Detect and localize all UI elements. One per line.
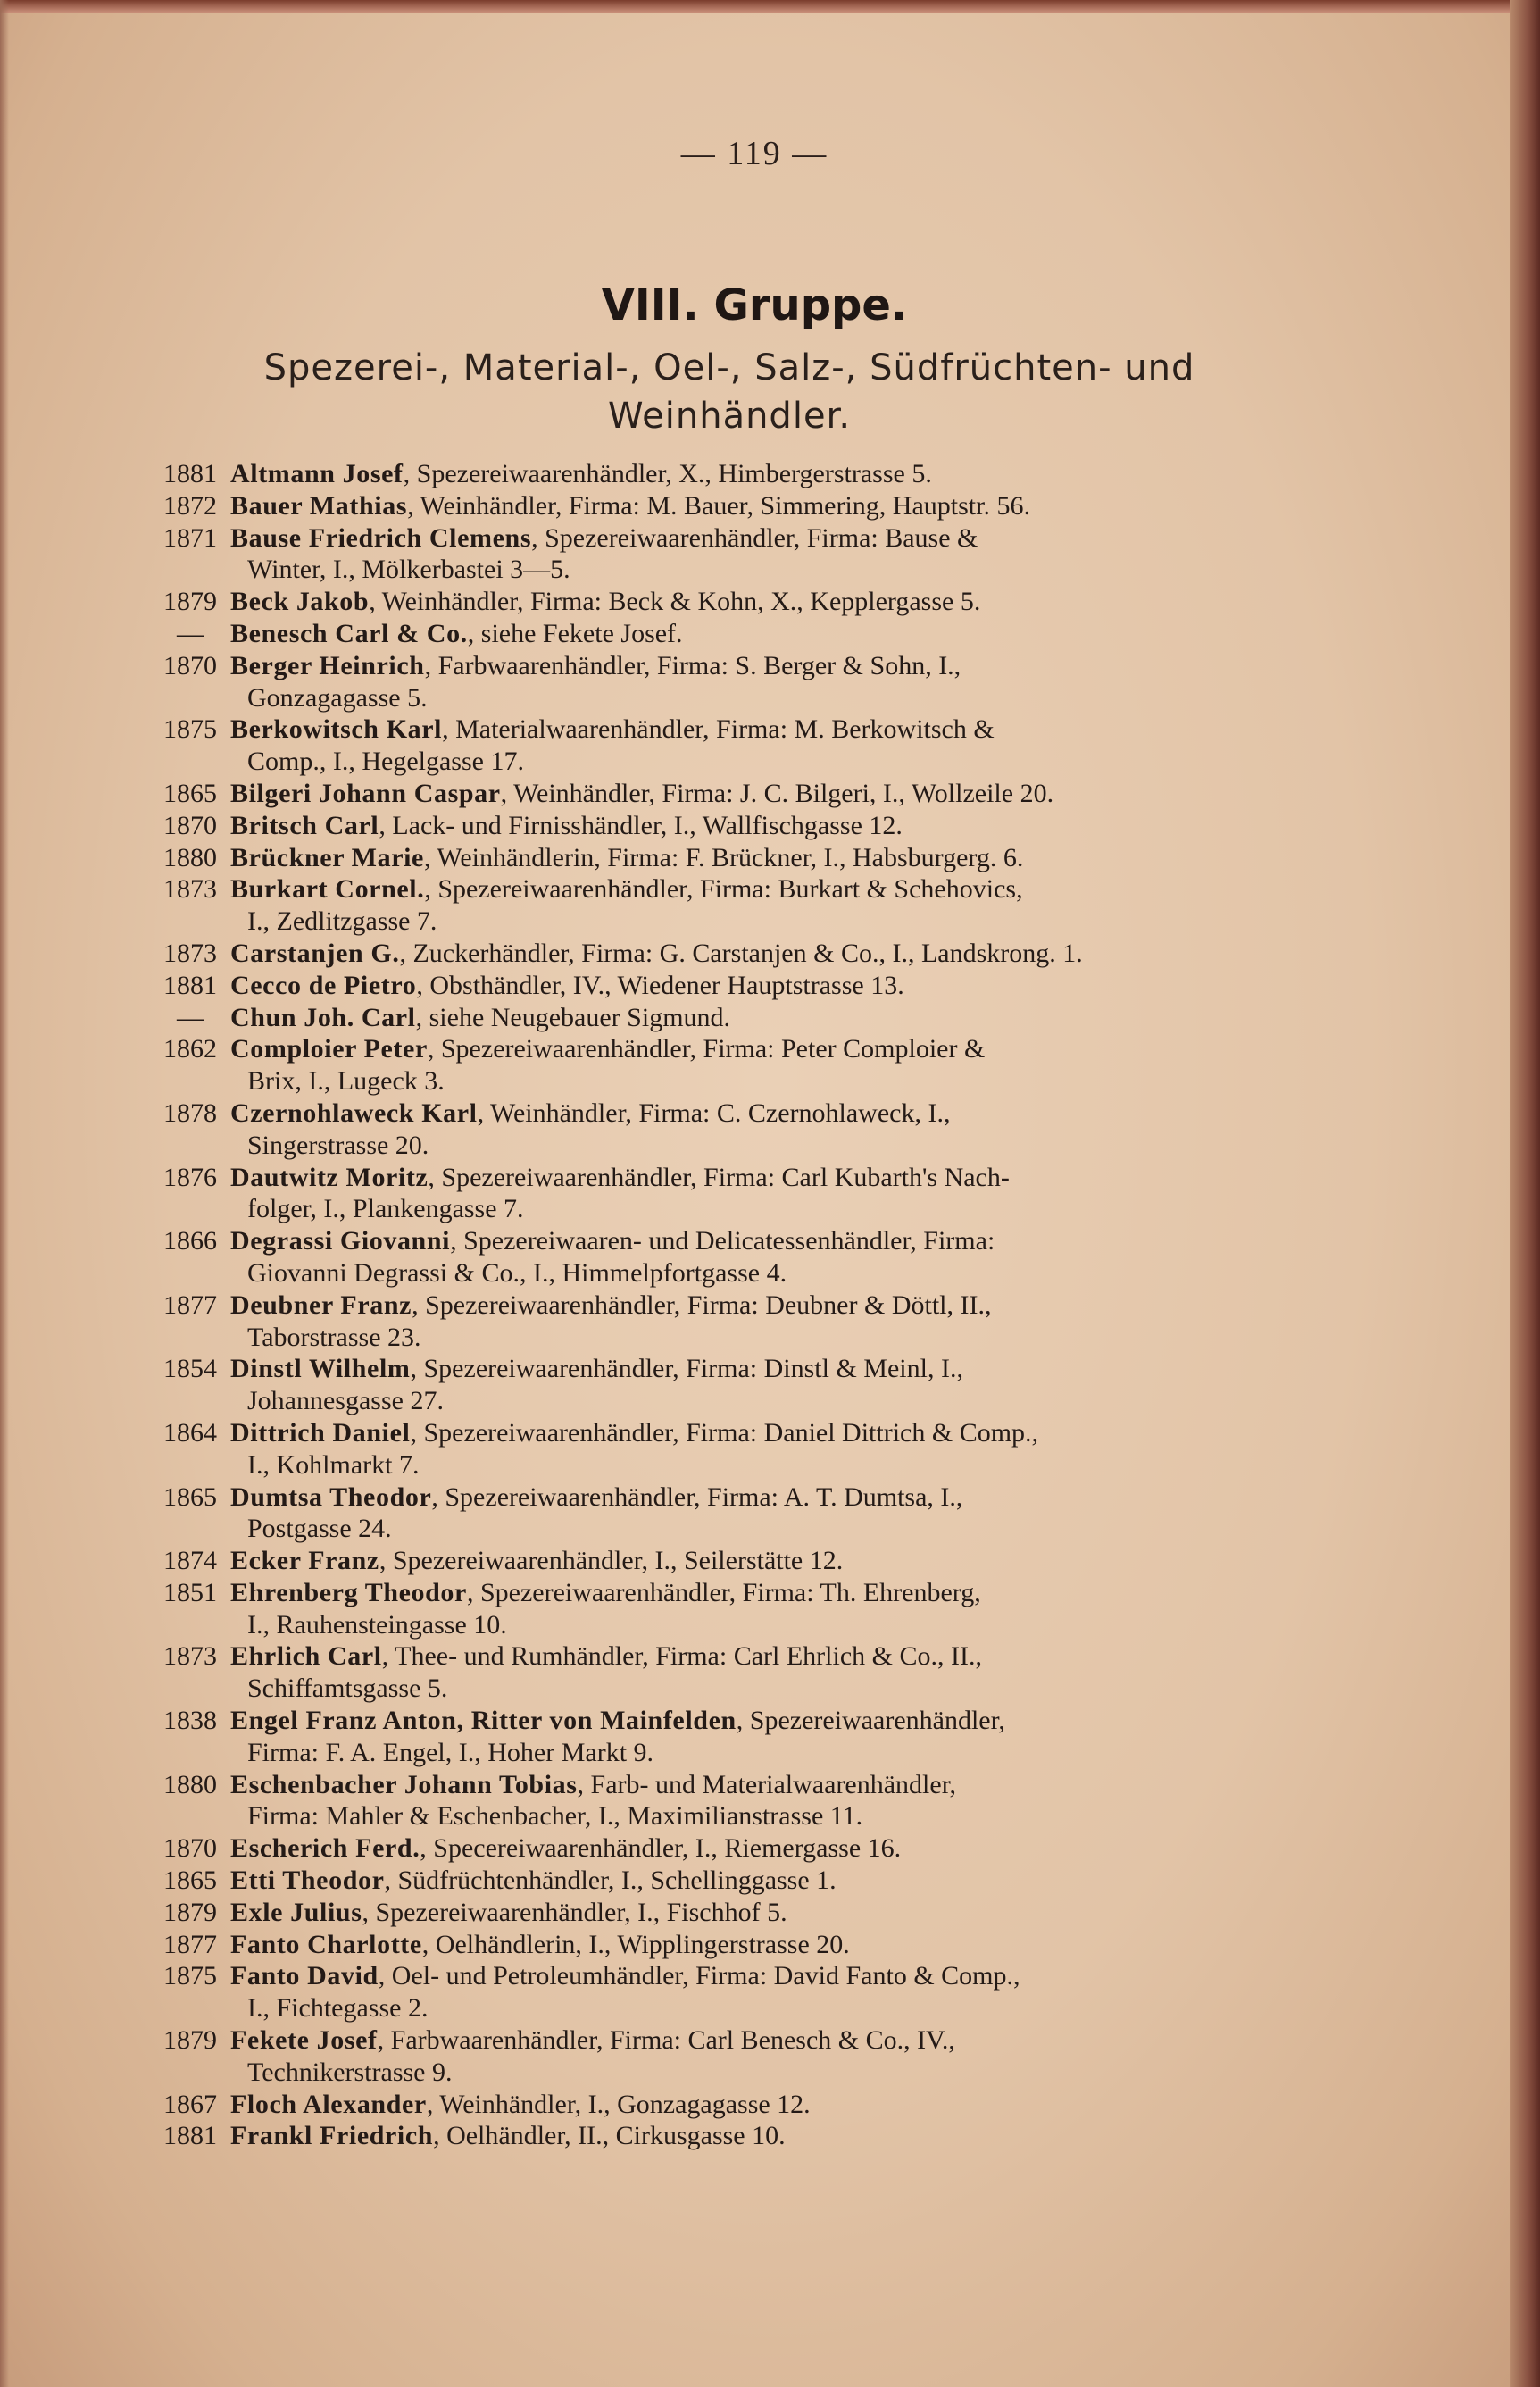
- entry-year: 1879: [163, 587, 217, 617]
- entry-continuation: Comp., I., Hegelgasse 17.: [247, 747, 524, 777]
- entry-text: [230, 1225, 1311, 1257]
- entry-continuation: Gonzagagasse 5.: [247, 682, 428, 713]
- entry-name: Eschenbacher Johann Tobias: [230, 1769, 578, 1799]
- entry-name: Comploier Peter: [230, 1034, 428, 1064]
- entry-text: [230, 1289, 1311, 1322]
- entry-year: 1864: [163, 1417, 217, 1448]
- entry-name: Ecker Franz: [230, 1546, 379, 1576]
- entry-year: 1870: [163, 810, 217, 840]
- entry-continuation: Taborstrasse 23.: [247, 1322, 421, 1352]
- entry-year: 1872: [163, 490, 217, 521]
- entry-continuation: Singerstrasse 20.: [247, 1130, 429, 1160]
- entry-year: 1879: [163, 1897, 217, 1927]
- entry-details: , Spezereiwaarenhändler, Firma: Peter Comploier &: [427, 1034, 986, 1064]
- list-item: [150, 1289, 1311, 1322]
- entry-details: , Spezereiwaarenhändler, I., Fischhof 5.: [362, 1897, 787, 1927]
- entry-details: , Obsthändler, IV., Wiedener Hauptstrasse 13.: [416, 970, 904, 1000]
- entry-year: 1865: [163, 1865, 217, 1896]
- entry-details: , Weinhändler, Firma: C. Czernohlaweck, I.,: [477, 1098, 951, 1128]
- entry-continuation: Technikerstrasse 9.: [247, 2057, 453, 2087]
- entry-name: Berger Heinrich: [230, 650, 425, 680]
- entry-name: Czernohlaweck Karl: [230, 1098, 478, 1128]
- entry-name: Floch Alexander: [230, 2089, 427, 2119]
- entry-name: Escherich Ferd.: [230, 1833, 420, 1864]
- entry-text: [230, 1705, 1311, 1737]
- entry-name: Fanto Charlotte: [230, 1929, 422, 1959]
- list-item: [150, 1033, 1311, 1065]
- list-item: [150, 970, 1311, 1002]
- entry-continuation: Postgasse 24.: [247, 1514, 392, 1544]
- entry-year: 1870: [163, 650, 217, 680]
- list-item: [150, 938, 1311, 970]
- entry-name: Brückner Marie: [230, 842, 424, 872]
- entry-text: [230, 1929, 1311, 1961]
- entry-year: 1879: [163, 2025, 217, 2056]
- list-item: [150, 1769, 1311, 1801]
- entry-text: [230, 1481, 1311, 1514]
- entry-year: 1867: [163, 2089, 217, 2119]
- list-item: [150, 714, 1311, 746]
- list-item: [150, 2024, 1311, 2057]
- book-spine-edge: [1510, 0, 1540, 2387]
- entry-continuation: Firma: Mahler & Eschenbacher, I., Maximilianstrasse 11.: [247, 1801, 863, 1832]
- entry-name: Dittrich Daniel: [230, 1417, 411, 1448]
- entry-name: Britsch Carl: [230, 810, 379, 840]
- group-subtitle: Spezerei-, Material-, Oel-, Salz-, Südfrüchten- und Weinhändler.: [263, 347, 1195, 437]
- list-item: [150, 1353, 1311, 1385]
- entry-year: 1881: [163, 459, 217, 488]
- entry-year: 1866: [163, 1226, 217, 1256]
- entry-details: , Thee- und Rumhändler, Firma: Carl Ehrlich & Co., II.,: [381, 1641, 982, 1672]
- list-item: [150, 842, 1311, 874]
- entry-year: 1878: [163, 1098, 217, 1128]
- entry-name: Benesch Carl & Co.: [230, 618, 468, 648]
- entry-details: , Oelhändler, II., Cirkusgasse 10.: [433, 2121, 786, 2151]
- entry-continuation: I., Zedlitzgasse 7.: [247, 906, 437, 937]
- entry-text: [230, 1033, 1311, 1065]
- list-item: [150, 778, 1311, 810]
- entry-details: , Weinhändler, Firma: Beck & Kohn, X., Kepplergasse 5.: [369, 587, 981, 617]
- entry-details: , siehe Fekete Josef.: [467, 618, 683, 648]
- entry-details: , Farb- und Materialwaarenhändler,: [577, 1769, 956, 1799]
- entry-details: , Weinhändlerin, Firma: F. Brückner, I., Habsburgerg. 6.: [423, 842, 1024, 872]
- entry-text: [230, 1098, 1311, 1130]
- list-item: [150, 2089, 1311, 2121]
- entry-details: , Spezereiwaarenhändler, Firma: Dinstl & Meinl, I.,: [410, 1354, 963, 1384]
- entry-text: [230, 1769, 1311, 1801]
- entry-text: [230, 2120, 1311, 2152]
- entry-year: 1881: [163, 970, 217, 1000]
- list-item: [150, 1162, 1311, 1194]
- entry-continuation: Firma: F. A. Engel, I., Hoher Markt 9.: [247, 1737, 654, 1767]
- entry-name: Dinstl Wilhelm: [230, 1354, 411, 1384]
- entry-year: 1865: [163, 778, 217, 808]
- entry-continuation: Schiffamtsgasse 5.: [247, 1673, 448, 1704]
- entry-name: Fanto David: [230, 1961, 379, 1991]
- entry-details: , Spezereiwaarenhändler,: [736, 1706, 1005, 1736]
- entry-details: , Spezereiwaaren- und Delicatessenhändler, Firma:: [450, 1226, 995, 1256]
- entry-text: [230, 2024, 1311, 2057]
- entry-details: , Spezereiwaarenhändler, Firma: Daniel Dittrich & Comp.,: [410, 1417, 1039, 1448]
- list-item: [150, 458, 1311, 490]
- entry-text: [230, 842, 1311, 874]
- entry-details: , Materialwaarenhändler, Firma: M. Berkowitsch &: [442, 714, 995, 745]
- page-left-edge: [0, 0, 9, 2387]
- entry-details: , Farbwaarenhändler, Firma: Carl Benesch & Co., IV.,: [377, 2025, 955, 2056]
- entry-text: [230, 810, 1311, 842]
- entry-text: [230, 458, 1311, 490]
- entry-name: Dumtsa Theodor: [230, 1481, 432, 1512]
- entry-text: [230, 618, 1311, 650]
- entry-name: Bause Friedrich Clemens: [230, 522, 532, 553]
- entry-year: 1871: [163, 522, 217, 553]
- entry-name: Carstanjen G.: [230, 938, 400, 968]
- entry-continuation: Giovanni Degrassi & Co., I., Himmelpfortgasse 4.: [247, 1257, 787, 1288]
- entry-details: , Specereiwaarenhändler, I., Riemergasse 16.: [420, 1833, 902, 1864]
- entry-continuation: folger, I., Plankengasse 7.: [247, 1194, 524, 1224]
- group-title: VIII. Gruppe.: [601, 280, 908, 330]
- entry-text: [230, 2089, 1311, 2121]
- entry-details: , Spezereiwaarenhändler, I., Seilerstätte 12.: [379, 1546, 844, 1576]
- entry-text: [230, 778, 1311, 810]
- list-item: [150, 1960, 1311, 1992]
- entry-name: Deubner Franz: [230, 1289, 412, 1320]
- entry-year: 1880: [163, 1769, 217, 1799]
- entry-text: [230, 1417, 1311, 1449]
- entry-details: , Farbwaarenhändler, Firma: S. Berger & Sohn, I.,: [424, 650, 961, 680]
- list-item: [150, 810, 1311, 842]
- list-item: [150, 1640, 1311, 1673]
- entry-text: [230, 1832, 1311, 1865]
- entry-continuation: Brix, I., Lugeck 3.: [247, 1066, 445, 1097]
- entry-continuation: I., Kohlmarkt 7.: [247, 1449, 420, 1480]
- list-item: [150, 1832, 1311, 1865]
- entry-year: 1877: [163, 1929, 217, 1959]
- entry-year: 1876: [163, 1162, 217, 1192]
- list-item: [150, 873, 1311, 906]
- entry-text: [230, 1960, 1311, 1992]
- entry-details: , Spezereiwaarenhändler, Firma: Burkart & Schehovics,: [424, 874, 1023, 905]
- entry-name: Fekete Josef: [230, 2025, 378, 2056]
- entry-year: 1851: [163, 1577, 217, 1607]
- entry-text: [230, 873, 1311, 906]
- entry-name: Cecco de Pietro: [230, 970, 417, 1000]
- entry-name: Chun Joh. Carl: [230, 1002, 416, 1032]
- entry-year: 1877: [163, 1289, 217, 1320]
- entry-year: 1881: [163, 2121, 217, 2151]
- entry-details: , Weinhändler, Firma: J. C. Bilgeri, I., Wollzeile 20.: [500, 778, 1054, 808]
- page-top-edge: [0, 0, 1540, 13]
- entry-year: 1870: [163, 1833, 217, 1864]
- entry-name: Burkart Cornel.: [230, 874, 425, 905]
- list-item: [150, 1865, 1311, 1897]
- entry-details: , Oel- und Petroleumhändler, Firma: David Fanto & Comp.,: [378, 1961, 1020, 1991]
- entry-year: 1875: [163, 714, 217, 745]
- entry-text: [230, 1545, 1311, 1577]
- entry-year: 1838: [163, 1706, 217, 1736]
- list-item: [150, 1705, 1311, 1737]
- entry-text: [230, 1353, 1311, 1385]
- entry-text: [230, 1002, 1311, 1034]
- entry-details: , Weinhändler, I., Gonzagagasse 12.: [426, 2089, 811, 2119]
- entry-text: [230, 714, 1311, 746]
- list-item: [150, 1098, 1311, 1130]
- entry-details: , siehe Neugebauer Sigmund.: [415, 1002, 731, 1032]
- entry-name: Ehrenberg Theodor: [230, 1577, 467, 1607]
- list-item: [150, 1897, 1311, 1929]
- list-item: [150, 1481, 1311, 1514]
- entry-text: [230, 1640, 1311, 1673]
- entry-year: 1854: [163, 1354, 217, 1384]
- entry-name: Dautwitz Moritz: [230, 1162, 429, 1192]
- entry-year: —: [177, 618, 204, 648]
- entry-name: Bauer Mathias: [230, 490, 408, 521]
- entry-continuation: I., Fichtegasse 2.: [247, 1993, 429, 2024]
- entry-text: [230, 1162, 1311, 1194]
- entry-details: , Südfrüchtenhändler, I., Schellinggasse 1.: [384, 1865, 837, 1896]
- list-item: [150, 2120, 1311, 2152]
- entry-continuation: I., Rauhensteingasse 10.: [247, 1609, 507, 1640]
- entry-text: [230, 938, 1311, 970]
- entry-year: 1875: [163, 1961, 217, 1991]
- entry-text: [230, 586, 1311, 618]
- entry-year: 1873: [163, 874, 217, 905]
- page-number: — 119 —: [680, 135, 828, 172]
- entry-name: Altmann Josef: [230, 459, 404, 488]
- entry-text: [230, 1897, 1311, 1929]
- list-item: [150, 1577, 1311, 1609]
- entry-text: [230, 1865, 1311, 1897]
- entry-list: [150, 458, 1311, 2152]
- entry-name: Beck Jakob: [230, 587, 370, 617]
- entry-details: , Zuckerhändler, Firma: G. Carstanjen & Co., I., Landskrong. 1.: [399, 938, 1083, 968]
- entry-details: , Spezereiwaarenhändler, Firma: Bause &: [531, 522, 978, 553]
- entry-details: , Spezereiwaarenhändler, Firma: Carl Kubarth's Nach-: [428, 1162, 1010, 1192]
- entry-text: [230, 650, 1311, 682]
- entry-details: , Lack- und Firnisshändler, I., Wallfischgasse 12.: [379, 810, 903, 840]
- list-item: [150, 522, 1311, 555]
- entry-name: Ehrlich Carl: [230, 1641, 382, 1672]
- list-item: [150, 1929, 1311, 1961]
- entry-name: Bilgeri Johann Caspar: [230, 778, 501, 808]
- list-item: [150, 1002, 1311, 1034]
- entry-year: 1862: [163, 1034, 217, 1064]
- entry-text: [230, 970, 1311, 1002]
- list-item: [150, 586, 1311, 618]
- entry-text: [230, 522, 1311, 555]
- list-item: [150, 1225, 1311, 1257]
- entry-continuation: Johannesgasse 27.: [247, 1386, 444, 1416]
- entry-year: 1865: [163, 1481, 217, 1512]
- entry-details: , Spezereiwaarenhändler, Firma: Th. Ehrenberg,: [466, 1577, 981, 1607]
- entry-details: , Spezereiwaarenhändler, Firma: A. T. Dumtsa, I.,: [431, 1481, 963, 1512]
- entry-name: Etti Theodor: [230, 1865, 385, 1896]
- entry-year: 1880: [163, 842, 217, 872]
- entry-year: 1873: [163, 1641, 217, 1672]
- entry-details: , Oelhändlerin, I., Wipplingerstrasse 20.: [421, 1929, 850, 1959]
- entry-continuation: Winter, I., Mölkerbastei 3—5.: [247, 555, 570, 585]
- entry-details: , Spezereiwaarenhändler, Firma: Deubner & Döttl, II.,: [412, 1289, 992, 1320]
- entry-name: Berkowitsch Karl: [230, 714, 443, 745]
- entry-year: 1874: [163, 1546, 217, 1576]
- list-item: [150, 650, 1311, 682]
- entry-text: [230, 490, 1311, 522]
- entry-year: —: [177, 1002, 204, 1032]
- entry-name: Frankl Friedrich: [230, 2121, 434, 2151]
- list-item: [150, 1545, 1311, 1577]
- entry-details: , Weinhändler, Firma: M. Bauer, Simmering, Hauptstr. 56.: [407, 490, 1030, 521]
- list-item: [150, 1417, 1311, 1449]
- entry-year: 1873: [163, 938, 217, 968]
- list-item: [150, 490, 1311, 522]
- entry-name: Degrassi Giovanni: [230, 1226, 451, 1256]
- entry-details: , Spezereiwaarenhändler, X., Himbergerstrasse 5.: [403, 459, 932, 488]
- list-item: [150, 618, 1311, 650]
- entry-name: Engel Franz Anton, Ritter von Mainfelden: [230, 1706, 737, 1736]
- entry-text: [230, 1577, 1311, 1609]
- entry-name: Exle Julius: [230, 1897, 362, 1927]
